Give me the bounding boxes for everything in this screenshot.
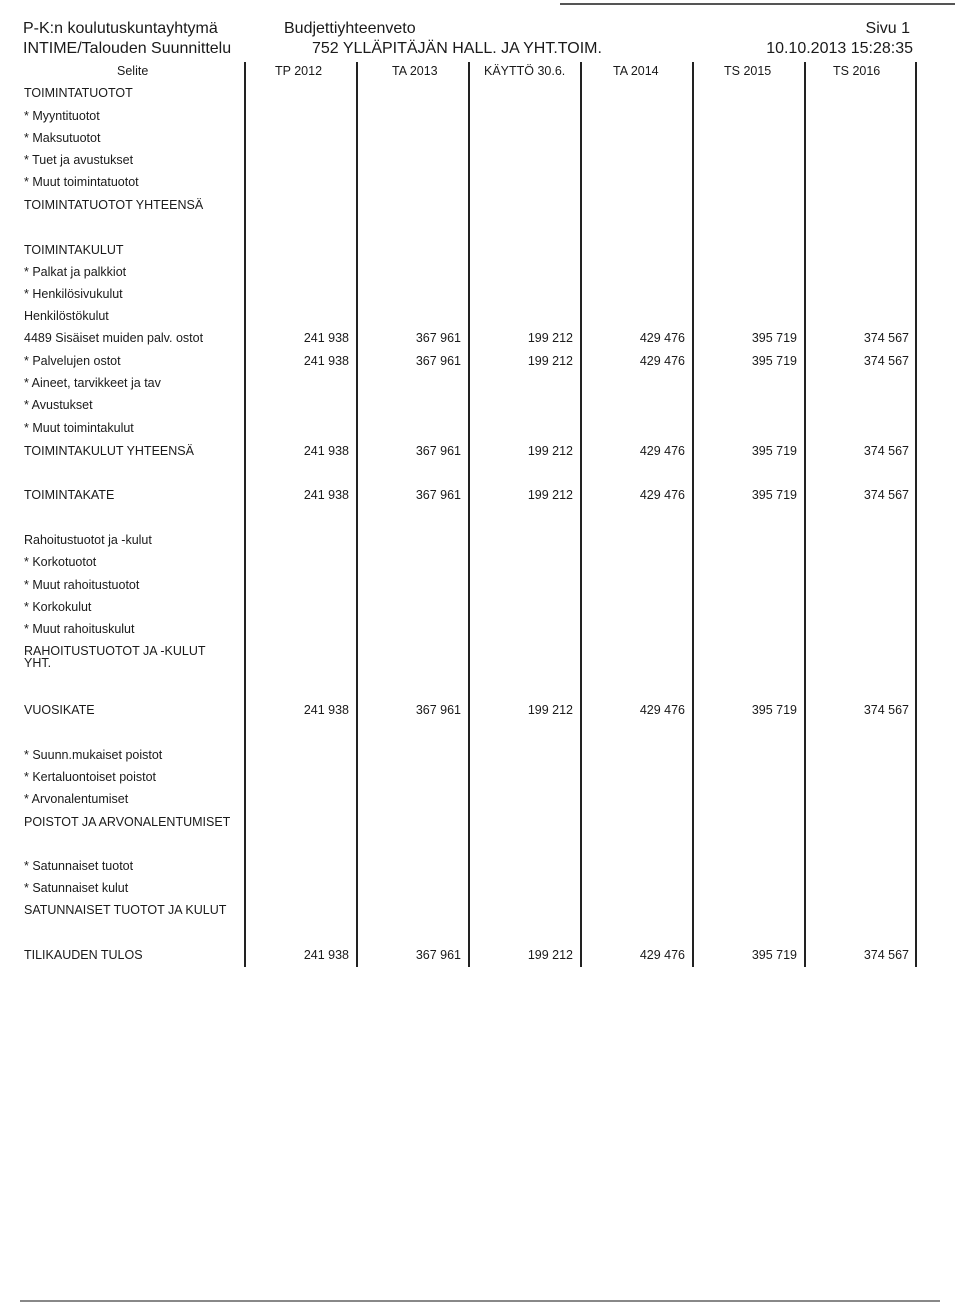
cell-value: 367 961	[415, 488, 461, 502]
print-datetime: 10.10.2013 15:28:35	[766, 40, 913, 57]
cell-value: 241 938	[303, 703, 349, 717]
cell-value: 199 212	[527, 331, 573, 345]
bottom-rule	[20, 1300, 940, 1302]
unit-title: 752 YLLÄPITÄJÄN HALL. JA YHT.TOIM.	[312, 40, 602, 57]
table-row	[0, 703, 960, 719]
row-label: RAHOITUSTUOTOT JA -KULUT YHT.	[24, 644, 206, 670]
cell-value: 241 938	[303, 354, 349, 368]
row-label: * Tuet ja avustukset	[24, 153, 134, 167]
cell-value: 199 212	[527, 488, 573, 502]
table-row	[0, 421, 960, 437]
cell-value: 429 476	[639, 444, 685, 458]
col-header-tp2012: TP 2012	[275, 64, 323, 78]
org-name: P-K:n koulutuskuntayhtymä	[23, 20, 218, 37]
table-row	[0, 376, 960, 392]
cell-value: 374 567	[863, 331, 909, 345]
table-row	[0, 578, 960, 594]
row-label: * Muut toimintatuotot	[24, 175, 139, 189]
cell-value: 429 476	[639, 703, 685, 717]
row-label: * Korkokulut	[24, 600, 92, 614]
cell-value: 395 719	[751, 948, 797, 962]
cell-value: 241 938	[303, 331, 349, 345]
report-title: Budjettiyhteenveto	[284, 20, 416, 37]
table-row	[0, 622, 960, 638]
row-label: * Kertaluontoiset poistot	[24, 770, 157, 784]
col-header-ts2016: TS 2016	[833, 64, 881, 78]
table-row	[0, 86, 960, 102]
cell-value: 367 961	[415, 703, 461, 717]
table-row	[0, 175, 960, 191]
row-label: * Satunnaiset kulut	[24, 881, 129, 895]
cell-value: 241 938	[303, 444, 349, 458]
table-row	[0, 555, 960, 571]
cell-value: 395 719	[751, 444, 797, 458]
table-row	[0, 131, 960, 147]
cell-value: 367 961	[415, 354, 461, 368]
table-row	[0, 881, 960, 897]
table-row	[0, 748, 960, 764]
table-row	[0, 398, 960, 414]
cell-value: 395 719	[751, 331, 797, 345]
cell-value: 374 567	[863, 948, 909, 962]
row-label: * Muut rahoituskulut	[24, 622, 135, 636]
table-row	[0, 600, 960, 616]
table-row	[0, 331, 960, 347]
department: INTIME/Talouden Suunnittelu	[23, 40, 232, 57]
table-row	[0, 198, 960, 214]
row-label: 4489 Sisäiset muiden palv. ostot	[24, 331, 204, 345]
row-label: Rahoitustuotot ja -kulut	[24, 533, 152, 547]
row-label: * Henkilösivukulut	[24, 287, 123, 301]
table-row	[0, 488, 960, 504]
row-label: * Aineet, tarvikkeet ja tav	[24, 376, 161, 390]
top-rule	[560, 3, 955, 5]
col-header-ts2015: TS 2015	[724, 64, 772, 78]
col-header-ta2014: TA 2014	[613, 64, 659, 78]
table-row	[0, 243, 960, 259]
cell-value: 367 961	[415, 444, 461, 458]
row-label: * Satunnaiset tuotot	[24, 859, 134, 873]
table-row	[0, 815, 960, 831]
cell-value: 367 961	[415, 331, 461, 345]
cell-value: 241 938	[303, 948, 349, 962]
row-label: TOIMINTAKATE	[24, 488, 115, 502]
table-row	[0, 792, 960, 808]
cell-value: 429 476	[639, 331, 685, 345]
cell-value: 429 476	[639, 488, 685, 502]
cell-value: 199 212	[527, 948, 573, 962]
row-label: * Korkotuotot	[24, 555, 97, 569]
row-label: TOIMINTAKULUT	[24, 243, 124, 257]
table-row	[0, 265, 960, 281]
row-label: Henkilöstökulut	[24, 309, 109, 323]
table-row	[0, 644, 960, 670]
cell-value: 241 938	[303, 488, 349, 502]
row-label: * Suunn.mukaiset poistot	[24, 748, 163, 762]
cell-value: 395 719	[751, 488, 797, 502]
col-header-selite: Selite	[117, 64, 149, 78]
table-row	[0, 354, 960, 370]
table-row	[0, 903, 960, 919]
cell-value: 395 719	[751, 354, 797, 368]
table-row	[0, 109, 960, 125]
table-row	[0, 948, 960, 964]
row-label: * Palkat ja palkkiot	[24, 265, 127, 279]
row-label: POISTOT JA ARVONALENTUMISET	[24, 815, 231, 829]
row-label: TOIMINTAKULUT YHTEENSÄ	[24, 444, 194, 458]
row-label: * Maksutuotot	[24, 131, 101, 145]
table-row	[0, 287, 960, 303]
cell-value: 367 961	[415, 948, 461, 962]
table-row	[0, 859, 960, 875]
cell-value: 199 212	[527, 354, 573, 368]
col-header-ta2013: TA 2013	[392, 64, 438, 78]
table-row	[0, 533, 960, 549]
table-row	[0, 153, 960, 169]
row-label: TILIKAUDEN TULOS	[24, 948, 143, 962]
cell-value: 199 212	[527, 703, 573, 717]
row-label: VUOSIKATE	[24, 703, 95, 717]
row-label: * Avustukset	[24, 398, 93, 412]
row-label: * Arvonalentumiset	[24, 792, 129, 806]
table-row	[0, 770, 960, 786]
page-number: Sivu 1	[865, 20, 910, 37]
row-label: * Myyntituotot	[24, 109, 100, 123]
row-label: * Muut toimintakulut	[24, 421, 134, 435]
cell-value: 374 567	[863, 444, 909, 458]
cell-value: 429 476	[639, 354, 685, 368]
col-header-kaytto: KÄYTTÖ 30.6.	[484, 64, 566, 78]
cell-value: 199 212	[527, 444, 573, 458]
row-label: * Muut rahoitustuotot	[24, 578, 140, 592]
cell-value: 374 567	[863, 354, 909, 368]
table-row	[0, 309, 960, 325]
row-label: SATUNNAISET TUOTOT JA KULUT	[24, 903, 227, 917]
cell-value: 395 719	[751, 703, 797, 717]
cell-value: 374 567	[863, 488, 909, 502]
cell-value: 374 567	[863, 703, 909, 717]
row-label: TOIMINTATUOTOT	[24, 86, 133, 100]
row-label: * Palvelujen ostot	[24, 354, 121, 368]
table-row	[0, 444, 960, 460]
cell-value: 429 476	[639, 948, 685, 962]
row-label: TOIMINTATUOTOT YHTEENSÄ	[24, 198, 204, 212]
